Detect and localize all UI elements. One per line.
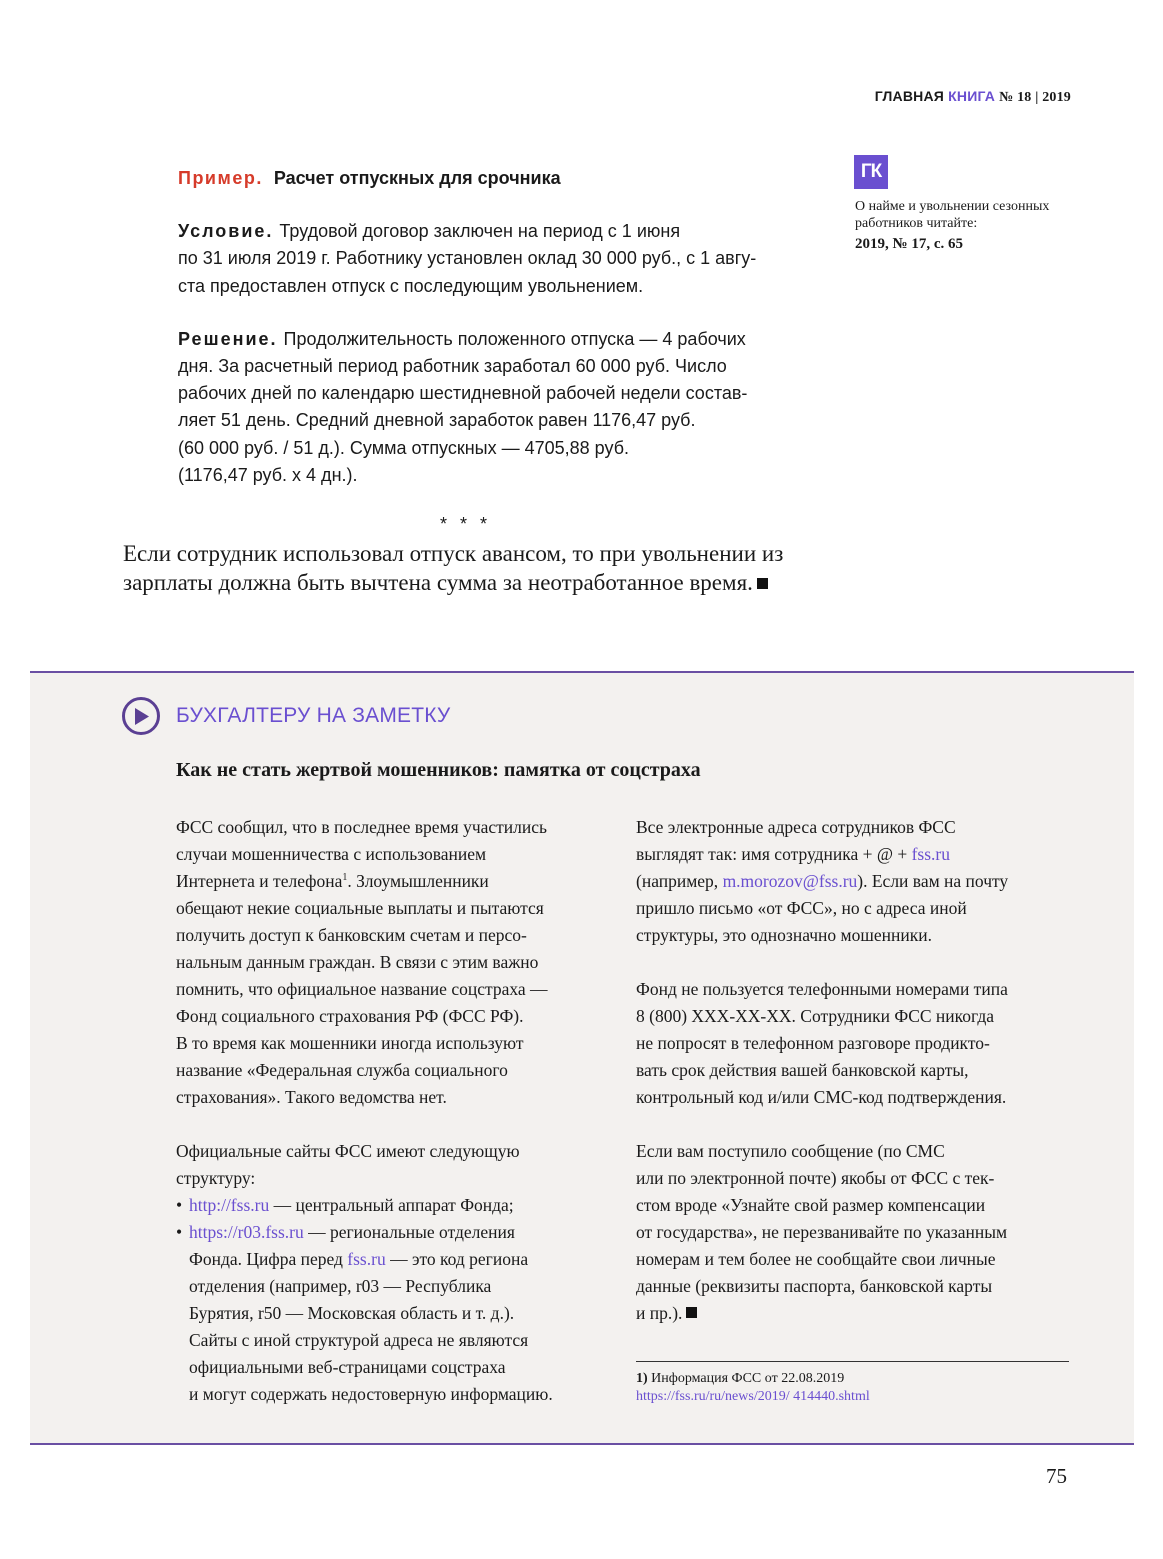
text-line: Если вам поступило сообщение (по СМС	[636, 1141, 945, 1161]
text-line: — региональные отделения	[303, 1222, 515, 1242]
text-line: помнить, что официальное название соцстраха —	[176, 979, 548, 999]
footnote-divider	[636, 1361, 1069, 1362]
fss-domain-link[interactable]: fss.ru	[911, 844, 951, 864]
section-separator: * * *	[440, 514, 492, 534]
end-mark-icon	[686, 1307, 697, 1318]
text-line: Сайты с иной структурой адреса не являются	[189, 1330, 529, 1350]
text-line: (например,	[636, 871, 723, 891]
end-mark-icon	[757, 578, 768, 589]
text-line: или по электронной почте) якобы от ФСС с тек-	[636, 1168, 995, 1188]
footnote-number: 1)	[636, 1371, 648, 1386]
sidebar-reference: 2019, № 17, с. 65	[855, 236, 963, 252]
text-line: название «Федеральная служба социального	[176, 1060, 508, 1080]
text-line: страхования». Такого ведомства нет.	[176, 1087, 447, 1107]
note-right-column	[636, 814, 1076, 1354]
fraud-paragraph	[176, 814, 616, 1111]
condition-line: ста предоставлен отпуск с последующим увольнением.	[178, 275, 644, 296]
text-line: выглядят так: имя сотрудника + @ +	[636, 844, 912, 864]
text-line: Официальные сайты ФСС имеют следующую	[176, 1141, 520, 1161]
note-title: Как не стать жертвой мошенников: памятка от соцстраха	[176, 759, 701, 781]
text-line: — это код региона	[385, 1249, 529, 1269]
fss-regional-link[interactable]: https://r03.fss.ru	[189, 1222, 304, 1242]
text-line: ФСС сообщил, что в последнее время участились	[176, 817, 548, 837]
text-line: ). Если вам на почту	[857, 871, 1009, 891]
sites-paragraph	[176, 1138, 616, 1408]
list-item	[176, 1192, 616, 1219]
solution-line: Продолжительность положенного отпуска — 4 рабочих	[283, 328, 746, 349]
footnote	[636, 1370, 1076, 1406]
text-line: данные (реквизиты паспорта, банковской карты	[636, 1276, 993, 1296]
text-line: 8 (800) ХХХ-ХХ-ХХ. Сотрудники ФСС никогда	[636, 1006, 994, 1026]
text-line: структуру:	[176, 1168, 256, 1188]
text-line: — центральный аппарат Фонда;	[269, 1195, 514, 1215]
fss-main-link[interactable]: http://fss.ru	[189, 1195, 270, 1215]
text-line: стом вроде «Узнайте свой размер компенсации	[636, 1195, 986, 1215]
text-line: официальными веб-страницами соцстраха	[189, 1357, 506, 1377]
text-line: нальным данным граждан. В связи с этим важно	[176, 952, 539, 972]
footnote-text: Информация ФСС от 22.08.2019	[647, 1371, 845, 1386]
footnote-link[interactable]: https://fss.ru/ru/news/2019/ 414440.shtml	[636, 1389, 870, 1404]
fss-domain-link[interactable]: fss.ru	[347, 1249, 386, 1269]
example-title: Расчет отпускных для срочника	[273, 168, 561, 188]
conclusion-body: Если сотрудник использовал отпуск авансом, то при увольнении из зарплаты должна быть вычтена сумма за неотработанное время.	[123, 541, 784, 595]
text-line: не попросят в телефонном разговоре продикто-	[636, 1033, 990, 1053]
solution-line: дня. За расчетный период работник заработал 60 000 руб. Число	[178, 356, 727, 377]
sidebar-note-text: О найме и увольнении сезонных работников читайте:	[855, 199, 1050, 231]
text-line: вать срок действия вашей банковской карты,	[636, 1060, 969, 1080]
message-paragraph	[636, 1138, 1076, 1327]
text-line: Фонд социального страхования РФ (ФСС РФ).	[176, 1006, 524, 1026]
text-line: Все электронные адреса сотрудников ФСС	[636, 817, 956, 837]
footnote-mark: 1	[342, 872, 348, 884]
text-line: обещают некие социальные выплаты и пытаются	[176, 898, 544, 918]
solution-line: (60 000 руб. / 51 д.). Сумма отпускных — 4705,88 руб.	[178, 437, 630, 458]
list-item	[176, 1219, 616, 1408]
conclusion-text	[123, 540, 843, 597]
text-line: номерам и тем более не сообщайте свои личные	[636, 1249, 996, 1269]
example-block	[178, 165, 818, 515]
masthead	[875, 88, 1071, 106]
text-line: от государства», не перезванивайте по указанным	[636, 1222, 1008, 1242]
example-email-link[interactable]: m.morozov@fss.ru	[722, 871, 858, 891]
text-line: и могут содержать недостоверную информацию.	[189, 1384, 553, 1404]
text-line: Фонда. Цифра перед	[189, 1249, 348, 1269]
condition-line: Трудовой договор заключен на период с 1 июня	[279, 221, 681, 242]
text-line: пришло письмо «от ФСС», но с адреса иной	[636, 898, 967, 918]
text-line: В то время как мошенники иногда используют	[176, 1033, 524, 1053]
note-left-column	[176, 814, 616, 1435]
condition-line: по 31 июля 2019 г. Работнику установлен оклад 30 000 руб., с 1 авгу-	[178, 248, 757, 269]
example-label: Пример.	[178, 168, 263, 188]
issue-number: № 18 | 2019	[999, 90, 1071, 105]
gk-logo-icon: ГК	[854, 155, 888, 189]
brand-part2: КНИГА	[948, 88, 996, 104]
example-heading	[178, 165, 818, 192]
text-line: случаи мошенничества с использованием	[176, 844, 487, 864]
text-line: Интернета и телефона	[176, 871, 343, 891]
brand-part1: ГЛАВНАЯ	[874, 88, 945, 104]
text-line: и пр.).	[636, 1303, 683, 1323]
solution-line: (1176,47 руб. х 4 дн.).	[178, 464, 358, 485]
phone-paragraph	[636, 976, 1076, 1111]
play-circle-icon	[122, 697, 160, 735]
solution-paragraph	[178, 326, 818, 489]
solution-label: Решение.	[178, 328, 278, 349]
text-line: структуры, это однозначно мошенники.	[636, 925, 932, 945]
text-line: отделения (например, r03 — Республика	[189, 1276, 492, 1296]
text-line: Бурятия, r50 — Московская область и т. д.).	[189, 1303, 515, 1323]
text-line: Фонд не пользуется телефонными номерами типа	[636, 979, 1008, 999]
solution-line: ляет 51 день. Средний дневной заработок равен 1176,47 руб.	[178, 410, 696, 431]
page-number: 75	[1046, 1464, 1067, 1488]
solution-line: рабочих дней по календарю шестидневной рабочей недели состав-	[178, 383, 748, 404]
text-line: получить доступ к банковским счетам и персо-	[176, 925, 527, 945]
rubric-label: БУХГАЛТЕРУ НА ЗАМЕТКУ	[176, 704, 451, 727]
text-line: . Злоумышленники	[347, 871, 489, 891]
condition-label: Условие.	[178, 221, 274, 242]
text-line: контрольный код и/или СМС-код подтверждения.	[636, 1087, 1007, 1107]
condition-paragraph	[178, 218, 818, 300]
sidebar-note	[855, 199, 1085, 253]
email-paragraph	[636, 814, 1076, 949]
